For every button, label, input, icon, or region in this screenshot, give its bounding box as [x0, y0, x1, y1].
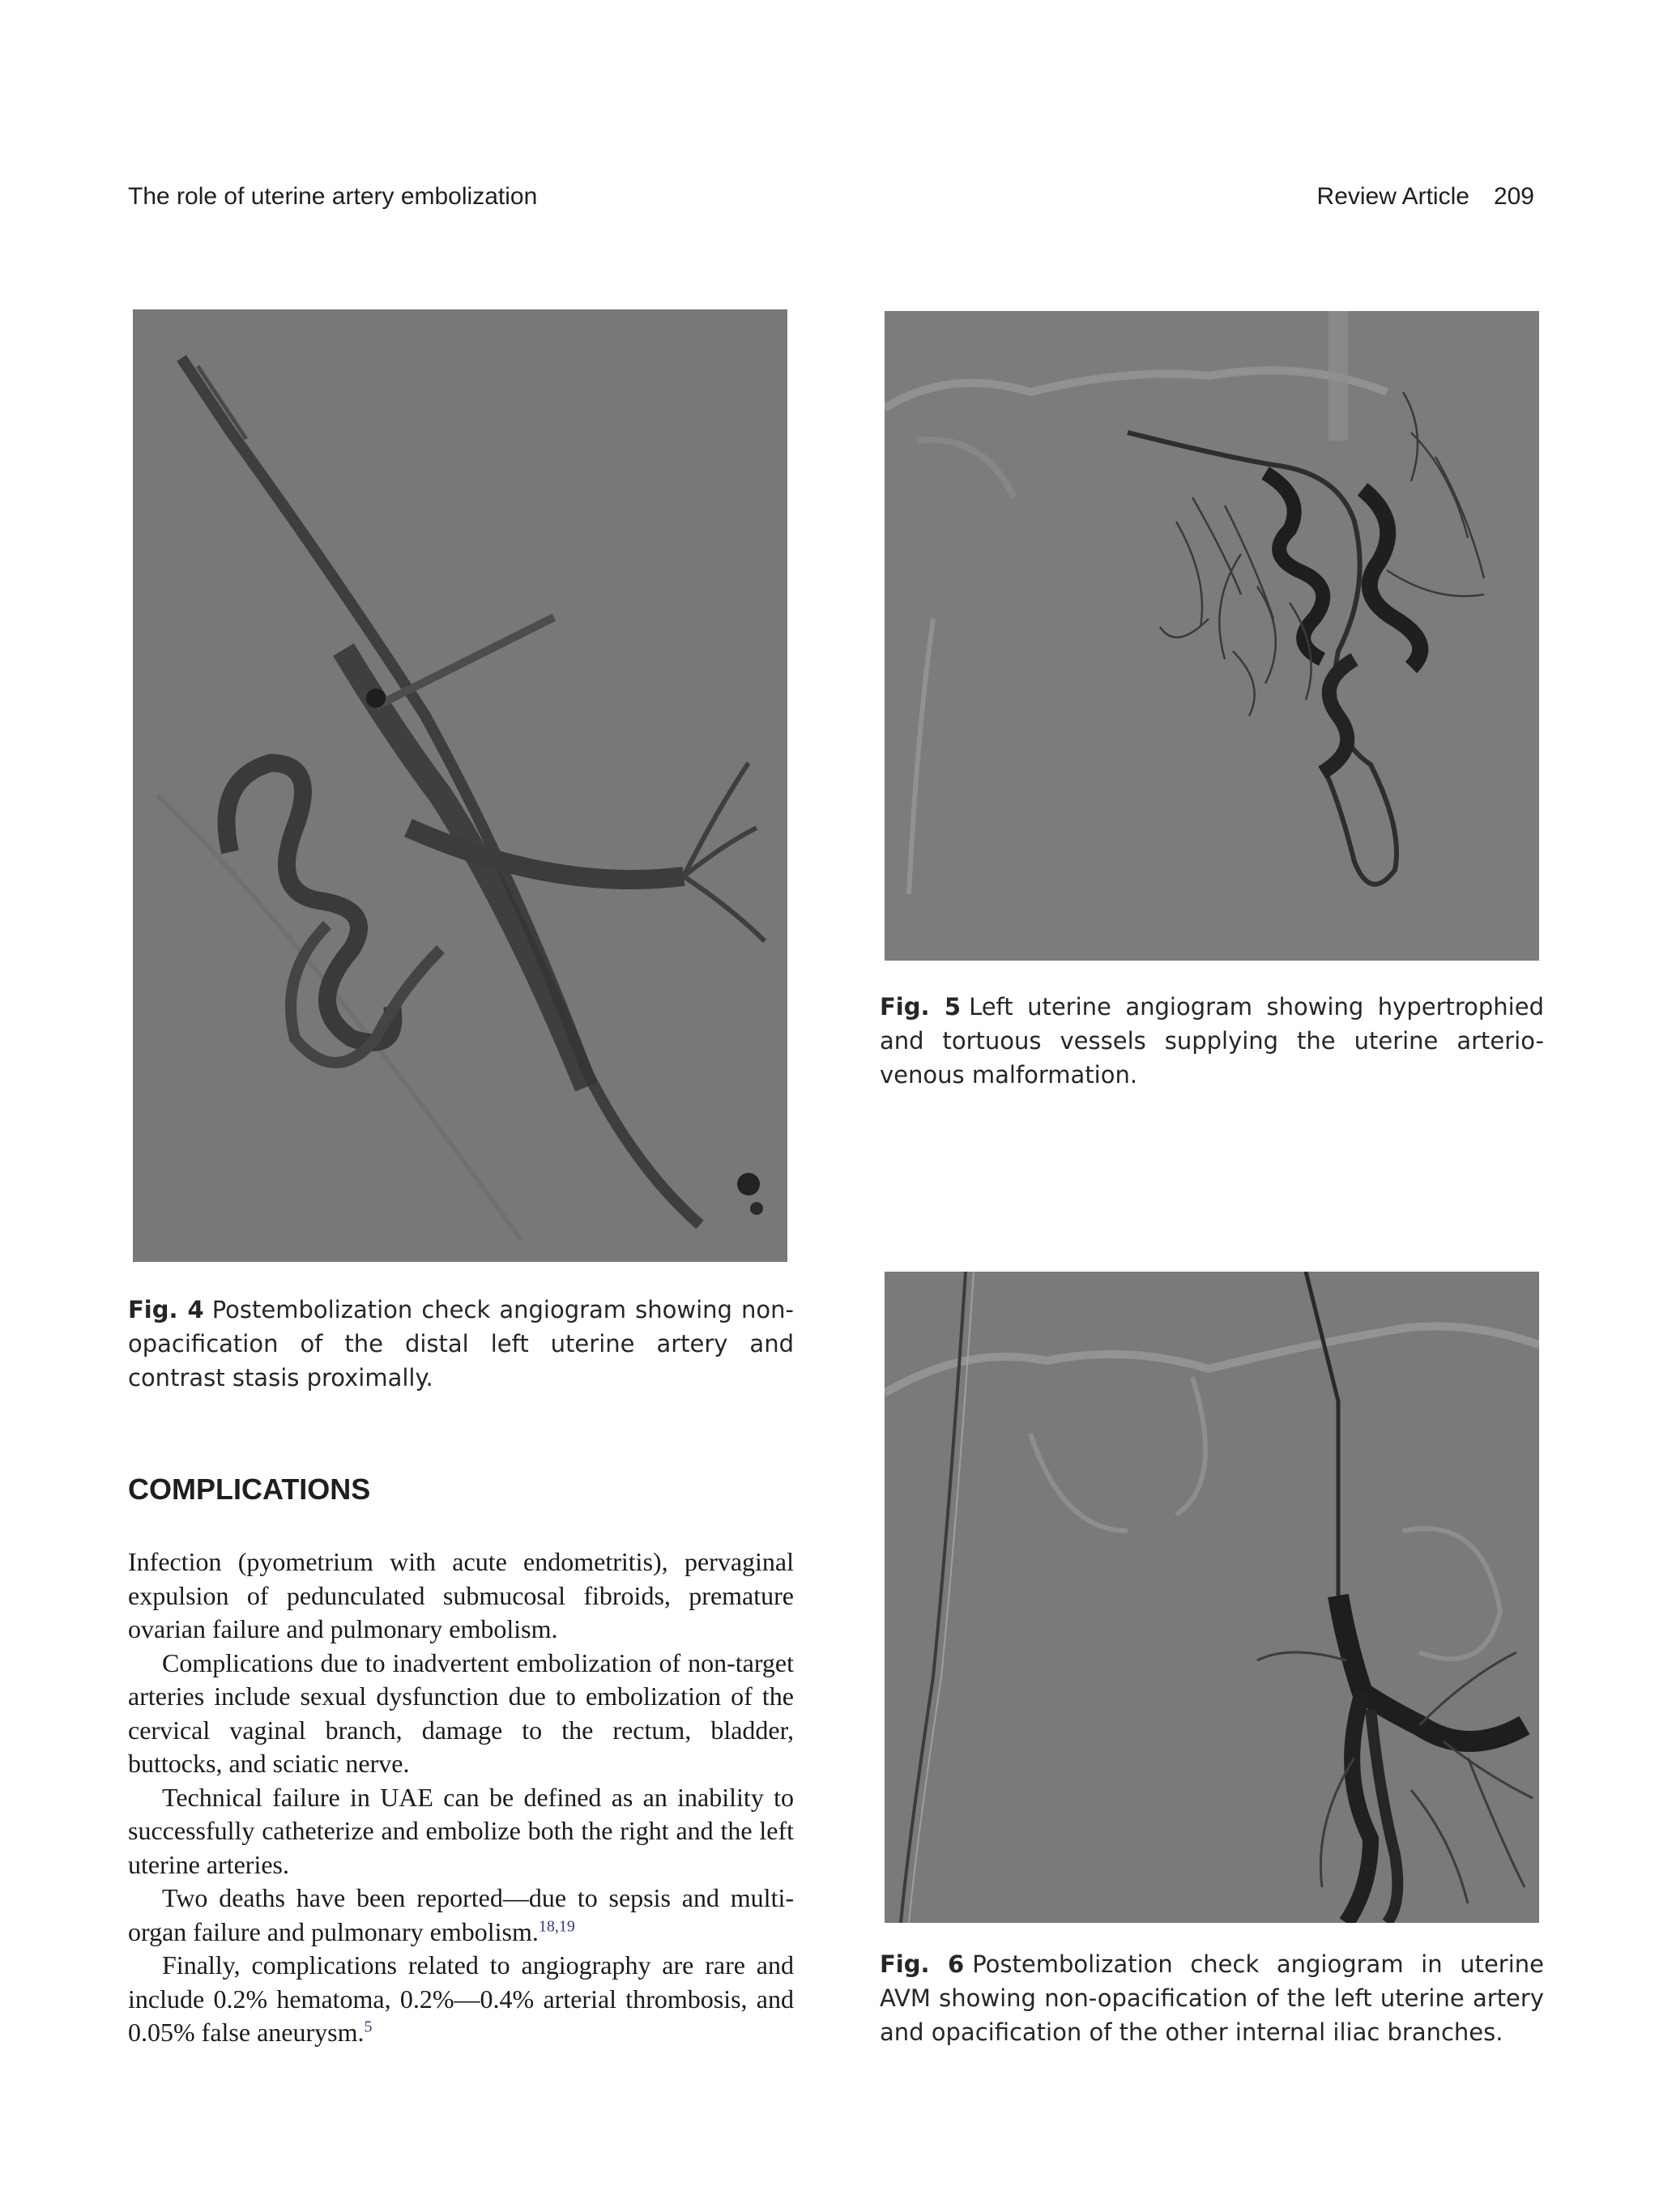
figure-6-caption: [880, 1947, 1544, 2049]
paragraph-1: [128, 1545, 794, 1647]
figure-6-label: Fig. 6: [880, 1950, 965, 1978]
article-type: Review Article: [1316, 183, 1469, 210]
figure-6-caption-text: Postembolization check angiogram in uterine AVM showing non-opacification of the left uterine artery and opacification of the other internal iliac branches.: [880, 1950, 1544, 2046]
complications-body: [128, 1545, 794, 2050]
running-head-right: [1317, 183, 1534, 211]
figure-5-angiogram: [885, 311, 1539, 961]
figure-6-angiogram: [885, 1272, 1539, 1923]
citation-link[interactable]: 18,19: [538, 1916, 575, 1935]
figure-5-caption: [880, 990, 1544, 1092]
figure-4-label: Fig. 4: [128, 1296, 204, 1323]
section-heading-complications: COMPLICATIONS: [128, 1473, 371, 1506]
figure-5-label: Fig. 5: [880, 993, 962, 1021]
paragraph-2-text: Complications due to inadvertent embolization of non-target arteries include sexual dysfunction due to embolization of the cervical vaginal branch, damage to the rectum, bladder, buttocks, and sciatic nerve.: [128, 1647, 794, 1778]
figure-4-angiogram: [133, 309, 787, 1262]
running-head: [128, 183, 1534, 215]
citation-link[interactable]: 5: [364, 2018, 373, 2036]
paragraph-3-text: Technical failure in UAE can be defined as an inability to successfully catheterize and embolize both the right and the left uterine arteries.: [128, 1782, 794, 1879]
paragraph-5-text: Finally, complications related to angiography are rare and include 0.2% hematoma, 0.2%—0.4% arterial thrombosis, and 0.05% false aneurysm.: [128, 1950, 794, 2047]
paragraph-4-text: Two deaths have been reported—due to sepsis and multi-organ failure and pulmonary embolism.: [128, 1883, 794, 1946]
figure-5-caption-text: Left uterine angiogram showing hypertrophied and tortuous vessels supplying the uterine arterio-venous malformation.: [880, 993, 1544, 1089]
paragraph-4: [128, 1882, 794, 1949]
figure-4-caption-text: Postembolization check angiogram showing non-opacification of the distal left uterine artery and contrast stasis proximally.: [128, 1296, 795, 1392]
paragraph-5: [128, 1949, 794, 2050]
page-number: 209: [1493, 183, 1534, 210]
running-title: The role of uterine artery embolization: [128, 183, 538, 210]
paragraph-1-text: Infection (pyometrium with acute endometritis), pervaginal expulsion of pedunculated submucosal fibroids, premature ovarian failure and pulmonary embolism.: [128, 1547, 794, 1643]
figure-4-caption: [128, 1293, 794, 1395]
paragraph-2: [128, 1647, 794, 1781]
paragraph-3: [128, 1781, 794, 1882]
